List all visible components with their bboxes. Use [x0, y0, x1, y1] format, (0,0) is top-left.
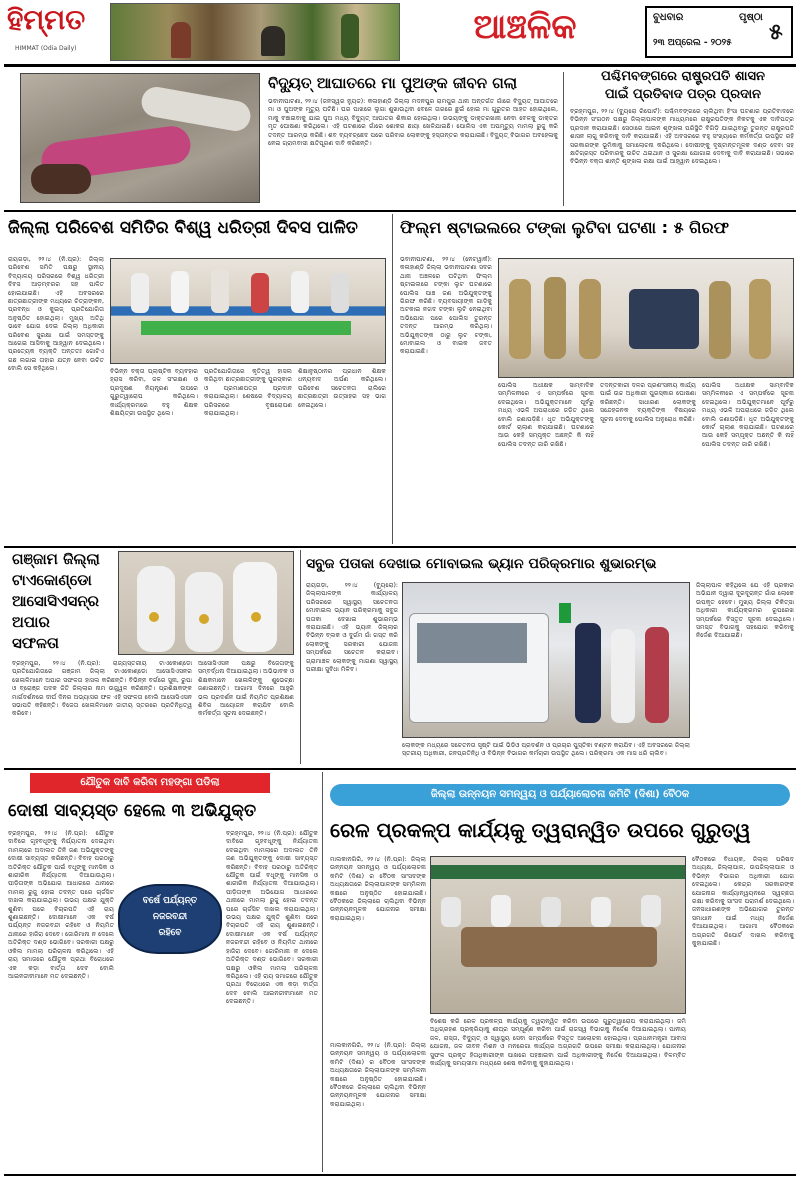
body-mobile-van-right: ଜିଲ୍ଲାପାଳ କହିଥିଲେ ଯେ ଏହି ପ୍ରକାର ଅଭିଯାନ ଦ୍ୱାରା ଦୂରଦୂରାନ୍ତ ଗାଁର ଲୋକେ ଉପକୃତ ହେବେ। ମୁଖ୍ୟ ଜିଲ୍ଲା ଚିକିତ୍ସା ଅଧିକାରୀ କାର୍ଯ୍ୟକ୍ରମର ରୂପରେଖ ସମ୍ପର୍କରେ ବିସ୍ତୃତ ସୂଚନା ଦେଇଥିଲେ। ସମସ୍ତ ବିଭାଗକୁ ସହଯୋଗ କରିବାକୁ ନିର୍ଦ୍ଦେଶ ଦିଆଯାଇଛି।: [696, 582, 794, 640]
masthead: [0, 0, 800, 66]
body-mobile-van-left: ରାୟଗଡ଼ା, ୨୨।୪ (ବ୍ୟୁରୋ): ଜିଲ୍ଲାପାଳଙ୍କ କାର୍ଯ୍ୟାଳୟ ପରିସରରେ ସ୍ୱାସ୍ଥ୍ୟ ସଚେତନତା ମୋବାଇଲ ଭ୍ୟାନ ପରିକ୍ରମାକୁ ସବୁଜ ପତାକା ଦେଖାଇ ଶୁଭାରମ୍ଭ କରାଯାଇଛି। ଏହି ଭ୍ୟାନ ଜିଲ୍ଲାର ବିଭିନ୍ନ ବ୍ଲକ ଓ ଦୁର୍ଗମ ଗାଁ ଗସ୍ତ କରି ଲୋକଙ୍କୁ ସରକାରୀ ଯୋଜନା ସମ୍ପର୍କରେ ସଚେତନ କରାଇବ। ଗ୍ରାମାଞ୍ଚଳ ଲୋକଙ୍କୁ ମାଗଣା ସ୍ୱାସ୍ଥ୍ୟ ପରୀକ୍ଷା ସୁବିଧା ମିଳିବ।: [306, 582, 398, 674]
headline-taekwondo-l2: ଟାଏକୋଣ୍ଡୋ: [12, 571, 92, 589]
headline-electrocution: ବିଦ୍ୟୁତ୍ ଆଘାତରେ ମା ପୁଅଙ୍କ ଜୀବନ ଗଲା: [268, 74, 518, 92]
page-label: ପୃଷ୍ଠା: [739, 12, 763, 23]
body-earth-day-c1: ବିଭିନ୍ନ ବକ୍ତା ପ୍ଲାଷ୍ଟିକ ବ୍ୟବହାର ହ୍ରାସ କରିବା, ଜଳ ସଂରକ୍ଷଣ ଓ ପ୍ରଦୂଷଣ ନିୟନ୍ତ୍ରଣ ଉପରେ ଗୁରୁତ୍ୱାରୋପ କରିଥିଲେ। କାର୍ଯ୍ୟକ୍ରମରେ ବହୁ ଶିକ୍ଷକ ଶିକ୍ଷୟିତ୍ରୀ ଉପସ୍ଥିତ ଥିଲେ।: [110, 368, 198, 418]
photo-earth-day: [110, 258, 386, 364]
page-number: ୫: [769, 20, 783, 45]
headline-dowry: ଦୋଷୀ ସାବ୍ୟସ୍ତ ହେଲେ ୩ ଅଭିଯୁକ୍ତ: [8, 801, 257, 821]
body-dowry: ବ୍ରହ୍ମପୁର, ୨୨।୪ (ନି.ପ୍ର): ଯୌତୁକ ଦାବିରେ ଗୃହବଧୂଙ୍କୁ ନିର୍ଯ୍ୟାତନା ଦେଇଥିବା ମାମଲାରେ ଅଦାଲତ ତିନି ଜଣ ଅଭିଯୁକ୍ତଙ୍କୁ ଦୋଷୀ ସାବ୍ୟସ୍ତ କରିଛନ୍ତି। ବିବାହ ପରଠାରୁ ଅତିରିକ୍ତ ଯୌତୁକ ପାଇଁ ବଧୂଙ୍କୁ ମାନସିକ ଓ ଶାରୀରିକ ନିର୍ଯ୍ୟାତନା ଦିଆଯାଉଥିଲା। ପୀଡ଼ିତାଙ୍କ ଅଭିଯୋଗ ଆଧାରରେ ଥାନାରେ ମାମଲା ରୁଜୁ ହୋଇ ତଦନ୍ତ ପରେ ଚାର୍ଜସିଟ ଦାଖଲ କରାଯାଇଥିଲା। ଉଭୟ ପକ୍ଷର ଯୁକ୍ତି ଶୁଣିବା ପରେ ବିଚାରପତି ଏହି ରାୟ ଶୁଣାଇଛନ୍ତି। ଦୋଷୀମାନେ ଏକ ବର୍ଷ ପର୍ଯ୍ୟନ୍ତ ନଜରବନ୍ଦୀ ରହିବେ ଓ ନିୟମିତ ଥାନାରେ ହାଜିରା ଦେବେ। ଜୋରିମାନା ନ ଦେଲେ ଅତିରିକ୍ତ ଦଣ୍ଡ ଭୋଗିବେ। ସରକାରୀ ପକ୍ଷରୁ ଓକିଲ ମାମଲା ପରିଚାଳନା କରିଥିଲେ। ଏହି ରାୟ ସମାଜରେ ଯୌତୁକ ପ୍ରଥା ବିରୋଧରେ ଏକ କଡ଼ା ବାର୍ତ୍ତା ଦେବ ବୋଲି ଆଇନଜୀବୀମାନେ ମତ ଦେଇଛନ୍ତି।: [8, 830, 114, 980]
body-taekwondo: ବ୍ରହ୍ମପୁର, ୨୨।୪ (ନି.ପ୍ର): ରାଜ୍ୟସ୍ତରୀୟ ଟାଏକୋଣ୍ଡୋ ପ୍ରତିଯୋଗିତାରେ ଗଞ୍ଜାମ ଜିଲ୍ଲା ଟାଏକୋଣ୍ଡୋ ଆସୋସିଏସନର ଖେଳାଳିମାନେ ଅପାର ସଫଳତା ହାସଲ କରିଛନ୍ତି। ବିଭିନ୍ନ ବର୍ଗରେ ସୁନା, ରୁପା ଓ ବ୍ରୋଞ୍ଜ ପଦକ ଜିତି ଜିଲ୍ଲାର ନାମ ଉଜ୍ଜ୍ୱଳ କରିଛନ୍ତି। ପ୍ରଶିକ୍ଷକଙ୍କ ମାର୍ଗଦର୍ଶନରେ ଦୀର୍ଘ ଦିନର ଅଭ୍ୟାସର ଫଳ ଏହି ସଫଳତା ବୋଲି ଆସୋସିଏସନ ସଭାପତି କହିଛନ୍ତି। ବିଜେତା ଖେଳାଳିମାନେ ଜାତୀୟ ସ୍ତରରେ ପ୍ରତିନିଧିତ୍ୱ କରିବେ।: [12, 660, 192, 718]
day: ବୁଧବାର: [653, 12, 684, 23]
body-dowry-2: ବ୍ରହ୍ମପୁର, ୨୨।୪ (ନି.ପ୍ର): ଯୌତୁକ ଦାବିରେ ଗୃହବଧୂଙ୍କୁ ନିର୍ଯ୍ୟାତନା ଦେଇଥିବା ମାମଲାରେ ଅଦାଲତ ତିନି ଜଣ ଅଭିଯୁକ୍ତଙ୍କୁ ଦୋଷୀ ସାବ୍ୟସ୍ତ କରିଛନ୍ତି। ବିବାହ ପରଠାରୁ ଅତିରିକ୍ତ ଯୌତୁକ ପାଇଁ ବଧୂଙ୍କୁ ମାନସିକ ଓ ଶାରୀରିକ ନିର୍ଯ୍ୟାତନା ଦିଆଯାଉଥିଲା। ପୀଡ଼ିତାଙ୍କ ଅଭିଯୋଗ ଆଧାରରେ ଥାନାରେ ମାମଲା ରୁଜୁ ହୋଇ ତଦନ୍ତ ପରେ ଚାର୍ଜସିଟ ଦାଖଲ କରାଯାଇଥିଲା। ଉଭୟ ପକ୍ଷର ଯୁକ୍ତି ଶୁଣିବା ପରେ ବିଚାରପତି ଏହି ରାୟ ଶୁଣାଇଛନ୍ତି। ଦୋଷୀମାନେ ଏକ ବର୍ଷ ପର୍ଯ୍ୟନ୍ତ ନଜରବନ୍ଦୀ ରହିବେ ଓ ନିୟମିତ ଥାନାରେ ହାଜିରା ଦେବେ। ଜୋରିମାନା ନ ଦେଲେ ଅତିରିକ୍ତ ଦଣ୍ଡ ଭୋଗିବେ। ସରକାରୀ ପକ୍ଷରୁ ଓକିଲ ମାମଲା ପରିଚାଳନା କରିଥିଲେ। ଏହି ରାୟ ସମାଜରେ ଯୌତୁକ ପ୍ରଥା ବିରୋଧରେ ଏକ କଡ଼ା ବାର୍ତ୍ତା ଦେବ ବୋଲି ଆଇନଜୀବୀମାନେ ମତ ଦେଇଛନ୍ତି।: [226, 830, 318, 1006]
headline-protest-l1: ପଶ୍ଚିମବଙ୍ଗରେ ରାଷ୍ଟ୍ରପତି ଶାସନ: [601, 69, 765, 84]
logo: ହିମ୍ମତ: [7, 3, 86, 36]
section-title: ଆଞ୍ଚଳିକ: [473, 7, 577, 47]
body-disha-right: ବୈଠକରେ ବିଧାୟକ, ଜିଲ୍ଲା ପରିଷଦ ଅଧ୍ୟକ୍ଷ, ଜିଲ୍ଲାପାଳ, ଉପଜିଲ୍ଲାପାଳ ଓ ବିଭିନ୍ନ ବିଭାଗର ଅଧିକାରୀ ଯୋଗ ଦେଇଥିଲେ। କେନ୍ଦ୍ର ସରକାରଙ୍କ ଯୋଜନାର କାର୍ଯ୍ୟାନ୍ୱୟନରେ ସ୍ୱଚ୍ଛତା ରକ୍ଷା କରିବାକୁ ସାଂସଦ ପରାମର୍ଶ ଦେଇଥିଲେ। ଜନସାଧାରଣଙ୍କ ଅଭିଯୋଗର ତୁରନ୍ତ ସମାଧାନ ପାଇଁ ମଧ୍ୟ ନିର୍ଦ୍ଦେଶ ଦିଆଯାଇଥିଲା। ଆଗାମୀ ବୈଠକରେ ଅଗ୍ରଗତି ରିପୋର୍ଟ ଦାଖଲ କରିବାକୁ କୁହାଯାଇଛି।: [692, 856, 794, 948]
body-earth-day-c3: ଶିକ୍ଷାନୁଷ୍ଠାନର ପ୍ରଧାନ ଶିକ୍ଷକ ଧନ୍ୟବାଦ ଅର୍ପଣ କରିଥିଲେ। ପରିବେଶ ସଚେତନତା ରାଲିରେ ଛାତ୍ରଛାତ୍ରୀ ଉତ୍ସାହର ସହ ଭାଗ ନେଇଥିଲେ।: [298, 368, 386, 409]
kicker-disha-text: ଜିଲ୍ଲା ଉନ୍ନୟନ ସମନ୍ୱୟ ଓ ପର୍ଯ୍ୟାଲୋଚନା କମିଟି (ଦିଶା) ବୈଠକ: [430, 789, 690, 800]
pull-quote-l3: ରହିବେ: [158, 928, 182, 938]
body-protest: ବ୍ରହ୍ମପୁର, ୨୨।୪ (ବ୍ୟୁରୋ ରିପୋର୍ଟ): ପଶ୍ଚିମବଙ୍ଗରେ ଚାଲିଥିବା ହିଂସା ଘଟଣାର ପ୍ରତିବାଦରେ ବିଭିନ୍ନ ସଂଗଠନ ପକ୍ଷରୁ ଜିଲ୍ଲାପାଳଙ୍କ ମାଧ୍ୟମରେ ରାଷ୍ଟ୍ରପତିଙ୍କ ନିକଟକୁ ଏକ ଦାବିପତ୍ର ପ୍ରଦାନ କରାଯାଇଛି। ସେଠାରେ ଆଇନ ଶୃଙ୍ଖଳା ପରିସ୍ଥିତି ବିଗିଡ଼ି ଯାଇଥିବାରୁ ତୁରନ୍ତ ରାଷ୍ଟ୍ରପତି ଶାସନ ଲାଗୁ କରିବାକୁ ଦାବି କରାଯାଇଛି। ଏହି ଅବସରରେ ବହୁ ସଂଖ୍ୟାରେ କର୍ମକର୍ତ୍ତା ଉପସ୍ଥିତ ରହି ସରକାରଙ୍କ ଭୂମିକାକୁ ସମାଲୋଚନା କରିଥିଲେ। ଦୋଷୀଙ୍କୁ ଦୃଷ୍ଟାନ୍ତମୂଳକ ଦଣ୍ଡ ଦେବା ସହ କ୍ଷତିଗ୍ରସ୍ତ ପରିବାରକୁ ଉଚିତ ଥଇଥାନ ଓ ସୁରକ୍ଷା ଯୋଗାଇ ଦେବାକୁ ଦାବି କରାଯାଇଛି। ସଭାରେ ବିଭିନ୍ନ ବକ୍ତା ଶାନ୍ତି ଶୃଙ୍ଖଳା ରକ୍ଷା ପାଇଁ ଆହ୍ୱାନ ଦେଇଥିଲେ।: [570, 108, 794, 166]
body-disha-top: ମାଲକାନଗିରି, ୨୨।୪ (ନି.ପ୍ର): ଜିଲ୍ଲା ଉନ୍ନୟନ ସମନ୍ୱୟ ଓ ପର୍ଯ୍ୟାଲୋଚନା କମିଟି (ଦିଶା) ର ବୈଠକ ସାଂସଦଙ୍କ ଅଧ୍ୟକ୍ଷତାରେ ଜିଲ୍ଲାପାଳଙ୍କ ସମ୍ମିଳନୀ କକ୍ଷରେ ଅନୁଷ୍ଠିତ ହୋଇଯାଇଛି। ବୈଠକରେ ଜିଲ୍ଲାରେ ଚାଲିଥିବା ବିଭିନ୍ନ ଉନ୍ନୟନମୂଳକ ଯୋଜନାର ସମୀକ୍ଷା କରାଯାଇଥିଲା।: [330, 856, 426, 922]
body-taekwondo-2: ଆସୋସିଏସନ ପକ୍ଷରୁ ବିଜେତାଙ୍କୁ ସମ୍ବର୍ଦ୍ଧନା ଦିଆଯାଇଥିଲା। ଅଭିଭାବକ ଓ ଶିକ୍ଷକମାନେ ଖେଳାଳିଙ୍କୁ ଶୁଭେଚ୍ଛା ଜଣାଇଛନ୍ତି। ଆଗାମୀ ଦିନରେ ଆହୁରି ଭଲ ପ୍ରଦର୍ଶନ ପାଇଁ ନିୟମିତ ପ୍ରଶିକ୍ଷଣ ଶିବିର ଆୟୋଜନ କରାଯିବ ବୋଲି କର୍ମକର୍ତ୍ତା ସୂଚନା ଦେଇଛନ୍ତି।: [198, 660, 294, 718]
photo-robbery: [498, 258, 794, 378]
masthead-rule: [4, 64, 796, 67]
headline-taekwondo-l5: ସଫଳତା: [12, 634, 59, 652]
kicker-disha: [330, 784, 790, 806]
photo-disha: [430, 856, 686, 1014]
divider: [563, 72, 564, 206]
body-robbery-col2: ପୋଲିସ ଅଧୀକ୍ଷକ ସାମ୍ବାଦିକ ସମ୍ମିଳନୀରେ ଏ ସମ୍ପର୍କରେ ସୂଚନା ଦେଇଥିଲେ। ଅଭିଯୁକ୍ତମାନେ ପୂର୍ବରୁ ମଧ୍ୟ ଏଭଳି ଅପରାଧରେ ଜଡ଼ିତ ଥିଲେ ବୋଲି ଜଣାପଡ଼ିଛି। ଧୃତ ଅଭିଯୁକ୍ତଙ୍କୁ କୋର୍ଟ ଚାଲାଣ କରାଯାଇଛି। ଘଟଣାରେ ଆଉ କେହି ସମ୍ପୃକ୍ତ ଅଛନ୍ତି କି ନାହିଁ ପୋଲିସ ତଦନ୍ତ ଜାରି ରଖିଛି।: [498, 382, 594, 448]
body-earth-day-left: ରାୟଗଡ଼ା, ୨୨।୪ (ନି.ପ୍ର): ଜିଲ୍ଲା ପରିବେଶ ସମିତି ପକ୍ଷରୁ ସ୍ଥାନୀୟ ବିଦ୍ୟାଳୟ ପରିସରରେ ବିଶ୍ୱ ଧରିତ୍ରୀ ଦିବସ ଆଡ଼ମ୍ବରର ସହ ପାଳିତ ହୋଇଯାଇଛି। ଏହି ଅବସରରେ ଛାତ୍ରଛାତ୍ରୀଙ୍କ ମଧ୍ୟରେ ଚିତ୍ରାଙ୍କନ, ପ୍ରବନ୍ଧ ଓ କୁଇଜ୍ ପ୍ରତିଯୋଗିତା ଅନୁଷ୍ଠିତ ହୋଇଥିଲା। ମୁଖ୍ୟ ଅତିଥି ଭାବେ ଯୋଗ ଦେଇ ଜିଲ୍ଲା ଅଧିକାରୀ ପରିବେଶ ସୁରକ୍ଷା ପାଇଁ ସମସ୍ତଙ୍କୁ ଆଗେଇ ଆସିବାକୁ ଆହ୍ୱାନ ଦେଇଥିଲେ। ପ୍ରତ୍ୟେକ ବ୍ୟକ୍ତି ଅନ୍ତତଃ ଗୋଟିଏ ଗଛ ଲଗାଇ ତାହାର ଯତ୍ନ ନେବା ଉଚିତ ବୋଲି ସେ କହିଥିଲେ।: [8, 256, 104, 373]
pull-quote-l2: ନଜରବନ୍ଦୀ: [152, 912, 188, 922]
logo-subtitle: HIMMAT (Odia Daily): [15, 45, 77, 52]
body-mobile-van-bottom: ଲୋକଙ୍କ ମଧ୍ୟରେ ସଚେତନତା ସୃଷ୍ଟି ପାଇଁ ଭିଡିଓ ପ୍ରଦର୍ଶନ ଓ ପ୍ରଚାର ପୁସ୍ତିକା ବଣ୍ଟନ କରାଯିବ। ଏହି ଅବସରରେ ଜିଲ୍ଲା ସ୍ତରୀୟ ଅଧିକାରୀ, ଜନପ୍ରତିନିଧି ଓ ବିଭିନ୍ନ ବିଭାଗର କର୍ମଚାରୀ ଉପସ୍ଥିତ ଥିଲେ। ପରିକ୍ରମା ଏକ ମାସ ଧରି ଚାଲିବ।: [402, 742, 690, 758]
kicker-dowry: [30, 773, 270, 793]
headline-robbery: ଫିଲ୍ମ ଷ୍ଟାଇଲରେ ଟଙ୍କା ଲୁଟିବା ଘଟଣା : ୫ ଗିରଫ: [400, 218, 729, 237]
masthead-photo-strip: [110, 3, 400, 61]
headline-taekwondo-l3: ଆସୋସିଏସନ୍‌ର: [12, 592, 100, 610]
headline-taekwondo-l4: ଅପାର: [12, 613, 50, 631]
body-robbery-col3: ତଦନ୍ତକାରୀ ଦଳର ପ୍ରଶଂସନୀୟ କାର୍ଯ୍ୟ ପାଇଁ ଉଚ୍ଚ ଅଧିକାରୀ ପୁରସ୍କାର ଘୋଷଣା କରିଛନ୍ତି। ସାଧାରଣ ଲୋକଙ୍କୁ ସନ୍ଦେହଜନକ ବ୍ୟକ୍ତିଙ୍କ ବିଷୟରେ ସୂଚନା ଦେବାକୁ ପୋଲିସ ଅନୁରୋଧ କରିଛି।: [600, 382, 696, 423]
photo-taekwondo: [118, 551, 294, 655]
pull-quote-l1: ବର୍ଷେ ପର୍ଯ୍ୟନ୍ତ: [142, 896, 198, 906]
body-robbery-col1: ଭବାନୀପାଟଣା, ୨୨।୪ (ନେଟୱାର୍କ): କଳାହାଣ୍ଡି ଜିଲ୍ଲା ଭବାନୀପାଟଣା ସଦର ଥାନା ଅଞ୍ଚଳରେ ଘଟିଥିବା ଫିଲ୍ମ ଷ୍ଟାଇଲରେ ଟଙ୍କା ଲୁଟ ଘଟଣାରେ ପୋଲିସ ପାଞ୍ଚ ଜଣ ଅଭିଯୁକ୍ତଙ୍କୁ ଗିରଫ କରିଛି। ବ୍ୟବସାୟୀଙ୍କ ଗାଡ଼ିକୁ ଅଟକାଇ ନଗଦ ଟଙ୍କା ଲୁଟି ନେଇଥିବା ଅଭିଯୋଗ ପରେ ପୋଲିସ ତୁରନ୍ତ ତଦନ୍ତ ଆରମ୍ଭ କରିଥିଲା। ଅଭିଯୁକ୍ତଙ୍କ ଠାରୁ ଲୁଟ ଟଙ୍କା, ମୋବାଇଲ ଓ ବାଇକ ଜବତ କରାଯାଇଛି।: [400, 256, 492, 356]
body-disha-bottom: ବିଶେଷ କରି ରେଳ ପ୍ରକଳ୍ପ କାର୍ଯ୍ୟକୁ ତ୍ୱରାନ୍ୱିତ କରିବା ଉପରେ ଗୁରୁତ୍ୱାରୋପ କରାଯାଇଥିଲା। ଜମି ଅଧିଗ୍ରହଣ ପ୍ରକ୍ରିୟାକୁ ଶୀଘ୍ର ସମ୍ପୂର୍ଣ୍ଣ କରିବା ପାଇଁ ରାଜସ୍ୱ ବିଭାଗକୁ ନିର୍ଦ୍ଦେଶ ଦିଆଯାଇଥିଲା। ପାନୀୟ ଜଳ, ରାସ୍ତା, ବିଦ୍ୟୁତ୍ ଓ ସ୍ୱାସ୍ଥ୍ୟ ସେବା ସମ୍ପର୍କରେ ବିସ୍ତୃତ ଆଲୋଚନା ହୋଇଥିଲା। ପ୍ରଧାନମନ୍ତ୍ରୀ ଆବାସ ଯୋଜନା, ଜଳ ଜୀବନ ମିଶନ ଓ ମନରେଗା କାର୍ଯ୍ୟର ଅଗ୍ରଗତି ଉପରେ ସମୀକ୍ଷା କରାଯାଇଥିଲା। ଯୋଜନାର ସୁଫଳ ପ୍ରକୃତ ହିତାଧିକାରୀଙ୍କ ପାଖରେ ପହଞ୍ଚାଇବା ପାଇଁ ଅଧିକାରୀଙ୍କୁ ନିର୍ଦ୍ଦେଶ ଦିଆଯାଇଥିଲା। ବିଳମ୍ବିତ କାର୍ଯ୍ୟକୁ ସମୟସୀମା ମଧ୍ୟରେ ଶେଷ କରିବାକୁ କୁହାଯାଇଥିଲା।: [430, 1018, 686, 1068]
headline-mobile-van: ସବୁଜ ପତାକା ଦେଖାଇ ମୋବାଇଲ ଭ୍ୟାନ ପରିକ୍ରମାର ଶୁଭାରମ୍ଭ: [306, 556, 657, 572]
headline-protest-l2: ପାଇଁ ପ୍ରତିବାଦ ପତ୍ର ପ୍ରଦାନ: [605, 87, 761, 102]
date: ୨୩ ଅପ୍ରେଲ - ୨୦୨୫: [653, 38, 732, 48]
photo-mobile-van: [402, 582, 690, 738]
date-box: [645, 6, 793, 58]
headline-disha: ରେଳ ପ୍ରକଳ୍ପ କାର୍ଯ୍ୟକୁ ତ୍ୱରାନ୍ୱିତ ଉପରେ ଗୁରୁତ୍ୱ: [330, 818, 751, 842]
headline-taekwondo-l1: ଗଞ୍ଜାମ ଜିଲ୍ଲା: [12, 550, 100, 568]
body-earth-day-c2: ପ୍ରତିଯୋଗିତାରେ କୃତିତ୍ୱ ହାସଲ କରିଥିବା ଛାତ୍ରଛାତ୍ରୀଙ୍କୁ ପୁରସ୍କାର ଓ ପ୍ରମାଣପତ୍ର ପ୍ରଦାନ କରାଯାଇଥିଲା। ଶେଷରେ ବିଦ୍ୟାଳୟ ପରିସରରେ ବୃକ୍ଷରୋପଣ କରାଯାଇଥିଲା।: [204, 368, 292, 418]
headline-earth-day: ଜିଲ୍ଲା ପରିବେଶ ସମିତିର ବିଶ୍ୱ ଧରିତ୍ରୀ ଦିବସ ପାଳିତ: [8, 218, 358, 238]
body-robbery-col4: ପୋଲିସ ଅଧୀକ୍ଷକ ସାମ୍ବାଦିକ ସମ୍ମିଳନୀରେ ଏ ସମ୍ପର୍କରେ ସୂଚନା ଦେଇଥିଲେ। ଅଭିଯୁକ୍ତମାନେ ପୂର୍ବରୁ ମଧ୍ୟ ଏଭଳି ଅପରାଧରେ ଜଡ଼ିତ ଥିଲେ ବୋଲି ଜଣାପଡ଼ିଛି। ଧୃତ ଅଭିଯୁକ୍ତଙ୍କୁ କୋର୍ଟ ଚାଲାଣ କରାଯାଇଛି। ଘଟଣାରେ ଆଉ କେହି ସମ୍ପୃକ୍ତ ଅଛନ୍ତି କି ନାହିଁ ପୋଲିସ ତଦନ୍ତ ଜାରି ରଖିଛି।: [702, 382, 794, 448]
body-electrocution: ଭବାନୀପାଟଣା, ୨୨।୪ (ଜନସ୍ୱର ନ୍ୟୁଜ): କଳାହାଣ୍ଡି ଜିଲ୍ଲା ମଦନପୁର ରାମପୁର ଥାନା ଅନ୍ତର୍ଗତ ଗାଁରେ ବିଦ୍ୟୁତ୍ ଆଘାତରେ ମା ଓ ପୁଅଙ୍କ ମୃତ୍ୟୁ ଘଟିଛି। ଘର ପାଖରେ ଲୁଗା ଶୁଖାଉଥିବା ବେଳେ ତାରରେ ଛୁଇଁ ହୋଇ ମା ଗୁରୁତର ଆହତ ହୋଇଥିଲେ, ମାକୁ ବଞ୍ଚାଇବାକୁ ଯାଇ ପୁଅ ମଧ୍ୟ ବିଦ୍ୟୁତ୍ ଆଘାତର ଶିକାର ହୋଇଥିଲା। ଉଭୟଙ୍କୁ ଡାକ୍ତରଖାନା ନେବା ବେଳକୁ ଡାକ୍ତର ମୃତ ଘୋଷଣା କରିଥିଲେ। ଏହି ଘଟଣାରେ ଗାଁରେ ଶୋକର ଛାୟା ଖେଳିଯାଇଛି। ପୋଲିସ ଏକ ଅପମୃତ୍ୟୁ ମାମଲା ରୁଜୁ କରି ତଦନ୍ତ ଆରମ୍ଭ କରିଛି। ଶବ ବ୍ୟବଚ୍ଛେଦ ପରେ ପରିବାର ଲୋକଙ୍କୁ ହସ୍ତାନ୍ତର କରାଯାଇଛି। ବିଦ୍ୟୁତ୍ ବିଭାଗର ଅବହେଳାକୁ ନେଇ ଗ୍ରାମବାସୀ କ୍ଷତିପୂରଣ ଦାବି କରିଛନ୍ତି।: [268, 98, 558, 148]
pull-quote-dowry: [118, 884, 222, 954]
kicker-dowry-text: ଯୌତୁକ ଦାବି କରିବା ମହଙ୍ଗା ପଡିଲା: [80, 777, 220, 788]
body-disha-bottom-left: ମାଲକାନଗିରି, ୨୨।୪ (ନି.ପ୍ର): ଜିଲ୍ଲା ଉନ୍ନୟନ ସମନ୍ୱୟ ଓ ପର୍ଯ୍ୟାଲୋଚନା କମିଟି (ଦିଶା) ର ବୈଠକ ସାଂସଦଙ୍କ ଅଧ୍ୟକ୍ଷତାରେ ଜିଲ୍ଲାପାଳଙ୍କ ସମ୍ମିଳନୀ କକ୍ଷରେ ଅନୁଷ୍ଠିତ ହୋଇଯାଇଛି। ବୈଠକରେ ଜିଲ୍ଲାରେ ଚାଲିଥିବା ବିଭିନ୍ନ ଉନ୍ନୟନମୂଳକ ଯୋଜନାର ସମୀକ୍ଷା କରାଯାଇଥିଲା।: [330, 1042, 426, 1108]
photo-electrocution: [20, 73, 260, 203]
